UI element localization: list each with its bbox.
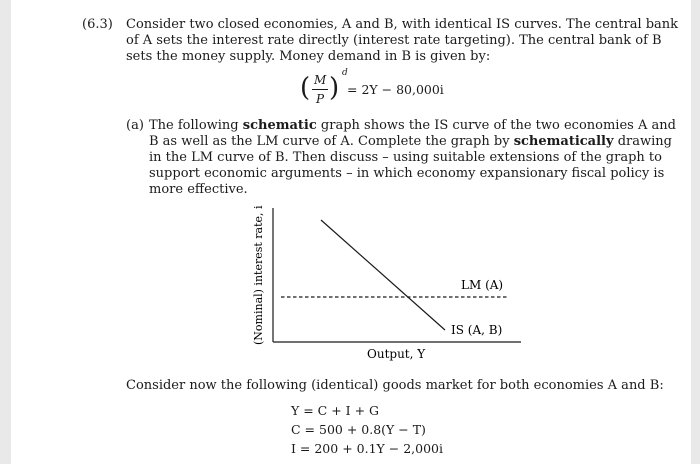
equation-3: I = 200 + 0.1Y − 2,000i (291, 441, 443, 456)
part-a-line-4: support economic arguments – in which economy expansionary fiscal policy is (149, 166, 665, 181)
goods-market-intro: Consider now the following (identical) goods market for both economies A and B: (126, 378, 664, 393)
lm-a-label: LM (A) (461, 278, 504, 292)
x-axis-label: Output, Y (367, 347, 426, 361)
part-a-line-1: The following schematic graph shows the IS curve of the two economies A and (149, 118, 676, 133)
money-demand-rhs: = 2Y − 80,000i (347, 82, 444, 97)
is-label: IS (A, B) (451, 323, 503, 337)
equation-2: C = 500 + 0.8(Y − T) (291, 422, 426, 437)
fraction-numerator: M (314, 73, 327, 87)
is-lm-graph (231, 200, 531, 370)
problem-line-3: sets the money supply. Money demand in B is given by: (126, 49, 491, 64)
problem-number: (6.3) (82, 17, 113, 32)
part-a-line-3: in the LM curve of B. Then discuss – using suitable extensions of the graph to (149, 150, 662, 165)
equation-1: Y = C + I + G (291, 403, 380, 418)
document-page: (6.3) Consider two closed economies, A and B, with identical IS curves. The central bank of A sets the interest rate directly (interest rate targeting). The central bank of B sets the money supply. Money demand in B is given by: ( M P ) d = 2Y − 80,000i (a) The following schematic graph shows the IS curve of the two economies A and B as well as the LM curve of A. Complete the graph by schematically drawing in the LM curve of B. Then discuss – using suitable extensions of the graph to support economic arguments – in which economy expansionary fiscal policy is more effective. LM (A) IS (A, B) Output, Y (Nominal) interest rate, i Consider now the following (identical) goods market for both economies A and B: Y = C + I + G C = 500 + 0.8(Y − T) I = 200 + 0.1Y − 2,000i (11, 0, 691, 464)
problem-line-1: Consider two closed economies, A and B, with identical IS curves. The central bank (126, 17, 679, 32)
part-a-line-2: B as well as the LM curve of A. Complete the graph by schematically drawing (149, 134, 672, 149)
fraction-denominator: P (316, 92, 325, 106)
fraction-bar (312, 89, 328, 90)
y-axis-label: (Nominal) interest rate, i (252, 205, 265, 345)
part-a-label: (a) (126, 118, 144, 133)
problem-line-2: of A sets the interest rate directly (interest rate targeting). The central bank of B (126, 33, 662, 48)
superscript-d: d (342, 68, 348, 78)
is-curve (321, 220, 445, 330)
part-a-line-5: more effective. (149, 182, 248, 197)
